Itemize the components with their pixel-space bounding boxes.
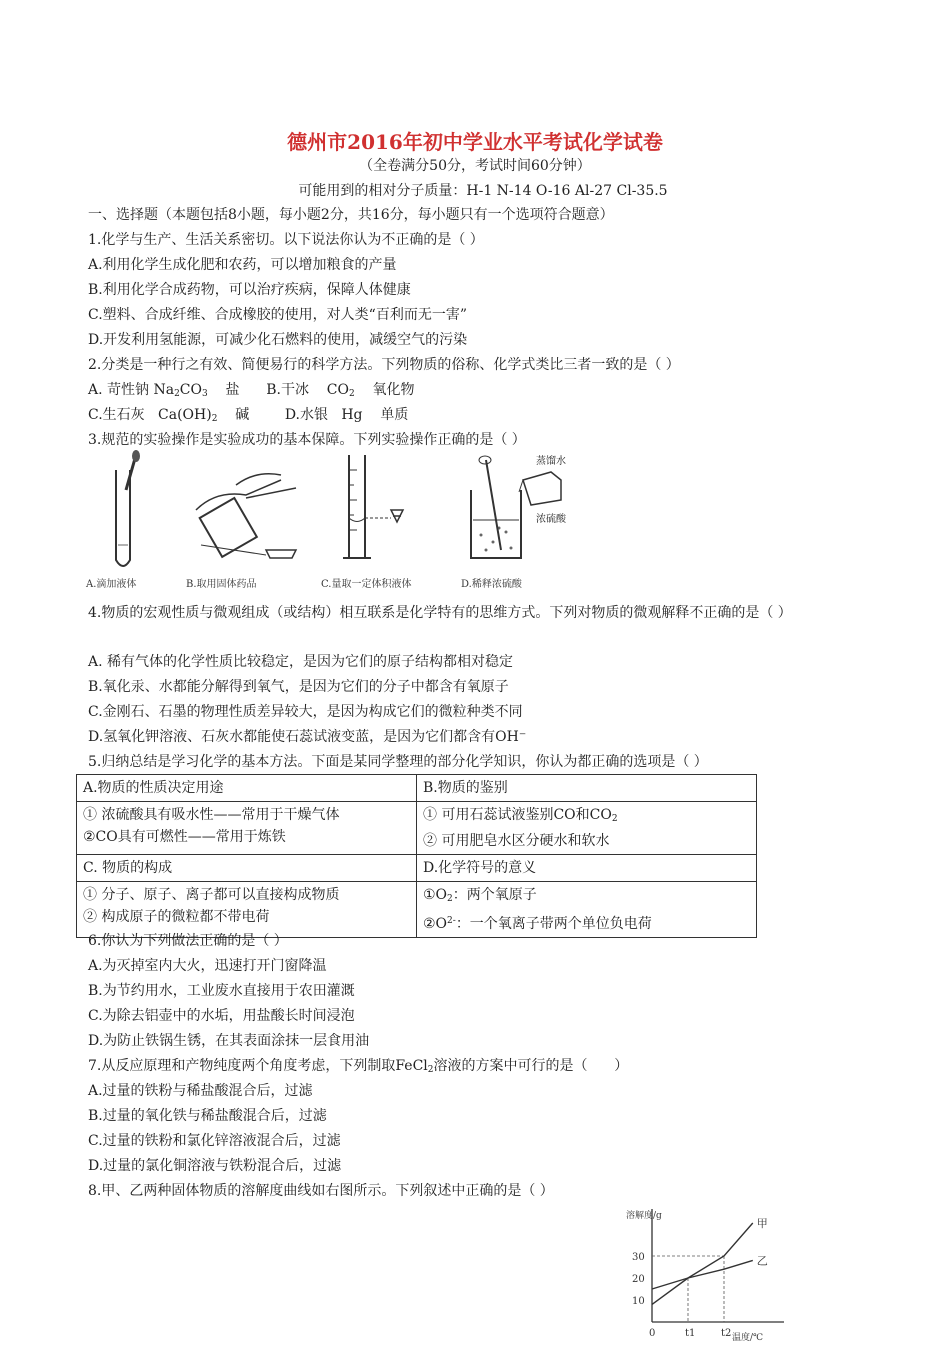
question-4-option-c: C.金刚石、石墨的物理性质差异较大，是因为构成它们的微粒种类不同 bbox=[88, 704, 523, 720]
page-title: 德州市2016年初中学业水平考试化学试卷 bbox=[287, 130, 663, 154]
series-label-1: 乙 bbox=[756, 1254, 768, 1268]
q5-cell-c-body: ① 分子、原子、离子都可以直接构成物质 ② 构成原子的微粒都不带电荷 bbox=[77, 882, 417, 938]
series-line-0 bbox=[652, 1223, 753, 1304]
question-1-option-b: B.利用化学合成药物，可以治疗疾病，保障人体健康 bbox=[88, 282, 411, 298]
graduated-cylinder-illustration bbox=[321, 450, 441, 575]
q5-cell-b-body: ① 可用石蕊试液鉴别CO和$CO_2$ ② 可用肥皂水区分硬水和软水 bbox=[417, 802, 757, 855]
figure-b-caption: B.取用固体药品 bbox=[186, 579, 257, 590]
question-6-option-b: B.为节约用水，工业废水直接用于农田灌溉 bbox=[88, 983, 355, 999]
q5-cell-a-head: A.物质的性质决定用途 bbox=[77, 775, 417, 802]
question-1-option-d: D.开发利用氢能源，可减少化石燃料的使用，减缓空气的污染 bbox=[88, 332, 468, 348]
y-tick-label: 30 bbox=[632, 1252, 645, 1263]
experiment-figures bbox=[86, 450, 576, 590]
q5-cell-d-head: D.化学符号的意义 bbox=[417, 855, 757, 882]
q5-cell-a-body: ① 浓硫酸具有吸水性——常用于干燥气体 ②CO具有可燃性——常用于炼铁 bbox=[77, 802, 417, 855]
question-6-option-c: C.为除去铝壶中的水垢，用盐酸长时间浸泡 bbox=[88, 1008, 355, 1024]
question-8-stem: 8.甲、乙两种固体物质的溶解度曲线如右图所示。下列叙述中正确的是（ ） bbox=[88, 1183, 554, 1199]
question-1-stem: 1.化学与生产、生活关系密切。以下说法你认为不正确的是（ ） bbox=[88, 232, 484, 248]
question-2-options-cd: C.生石灰 $Ca(OH)_2$ 碱 D.水银 Hg 单质 bbox=[88, 407, 409, 424]
question-7-option-c: C.过量的铁粉和氯化锌溶液混合后，过滤 bbox=[88, 1133, 341, 1149]
figure-a-caption: A.滴加液体 bbox=[86, 579, 137, 590]
question-1-option-c: C.塑料、合成纤维、合成橡胶的使用，对人类“百利而无一害” bbox=[88, 307, 467, 323]
question-2-stem: 2.分类是一种行之有效、简便易行的科学方法。下列物质的俗称、化学式类比三者一致的是（ ） bbox=[88, 357, 680, 373]
q5-cell-b-head: B.物质的鉴别 bbox=[417, 775, 757, 802]
figure-c bbox=[321, 450, 441, 590]
question-6-option-d: D.为防止铁锅生锈，在其表面涂抹一层食用油 bbox=[88, 1033, 370, 1049]
question-4-stem: 4.物质的宏观性质与微观组成（或结构）相互联系是化学特有的思维方式。下列对物质的微观解释不正确的是（ ） bbox=[88, 605, 792, 621]
y-tick-label: 10 bbox=[632, 1296, 645, 1307]
question-4-option-d: D.氢氧化钾溶液、石灰水都能使石蕊试液变蓝，是因为它们都含有OH⁻ bbox=[88, 729, 527, 745]
question-4-option-a: A. 稀有气体的化学性质比较稳定，是因为它们的原子结构都相对稳定 bbox=[88, 654, 514, 670]
question-3-stem: 3.规范的实验操作是实验成功的基本保障。下列实验操作正确的是（ ） bbox=[88, 432, 526, 448]
y-tick-label: 20 bbox=[632, 1274, 645, 1285]
figure-b bbox=[186, 450, 306, 590]
question-1-option-a: A.利用化学生成化肥和农药，可以增加粮食的产量 bbox=[88, 257, 397, 273]
dropper-tube-illustration bbox=[86, 450, 181, 575]
figure-c-caption: C.量取一定体积液体 bbox=[321, 579, 412, 590]
question-7-option-a: A.过量的铁粉与稀盐酸混合后，过滤 bbox=[88, 1083, 313, 1099]
question-7-option-d: D.过量的氯化铜溶液与铁粉混合后，过滤 bbox=[88, 1158, 342, 1174]
atomic-masses: 可能用到的相对分子质量：H-1 N-14 O-16 Al-27 Cl-35.5 bbox=[298, 183, 668, 199]
solubility-chart-svg bbox=[624, 1204, 794, 1344]
section-heading: 一、选择题（本题包括8小题，每小题2分，共16分，每小题只有一个选项符合题意） bbox=[88, 207, 614, 223]
x-axis-label: 温度/℃ bbox=[732, 1333, 764, 1343]
solid-reagent-illustration bbox=[186, 450, 306, 575]
y-axis-label: 溶解度/g bbox=[626, 1211, 662, 1221]
question-6-stem: 6.你认为下列做法正确的是（ ） bbox=[88, 933, 288, 949]
figure-d bbox=[461, 450, 576, 590]
conc-acid-label: 浓硫酸 bbox=[536, 514, 566, 525]
question-7-stem: 7.从反应原理和产物纯度两个角度考虑，下列制取FeCl$_2$溶液的方案中可行的是（ ） bbox=[88, 1058, 629, 1075]
question-4-option-b: B.氧化汞、水都能分解得到氧气，是因为它们的分子中都含有氧原子 bbox=[88, 679, 509, 695]
figure-a bbox=[86, 450, 181, 590]
question-6-option-a: A.为灭掉室内大火，迅速打开门窗降温 bbox=[88, 958, 327, 974]
question-5-stem: 5.归纳总结是学习化学的基本方法。下面是某同学整理的部分化学知识，你认为都正确的选项是（ ） bbox=[88, 754, 708, 770]
x-tick-label: 0 bbox=[649, 1328, 656, 1339]
q5-cell-c-head: C. 物质的构成 bbox=[77, 855, 417, 882]
series-label-0: 甲 bbox=[756, 1217, 768, 1230]
question-5-table bbox=[76, 774, 757, 938]
series-line-1 bbox=[652, 1260, 753, 1289]
x-tick-label: t1 bbox=[685, 1328, 696, 1339]
solubility-chart bbox=[624, 1204, 794, 1344]
figure-d-caption: D.稀释浓硫酸 bbox=[461, 579, 522, 590]
q5-cell-d-body: $①O_2$：两个氧原子 $②O^{2-}$：一个氧离子带两个单位负电荷 bbox=[417, 882, 757, 938]
distilled-water-label: 蒸馏水 bbox=[536, 456, 566, 467]
question-2-options-ab: A. 苛性钠 $Na_2CO_3$ 盐 B.干冰 $CO_2$ 氧化物 bbox=[88, 382, 415, 399]
x-tick-label: t2 bbox=[721, 1328, 732, 1339]
exam-info: （全卷满分50分，考试时间60分钟） bbox=[359, 158, 591, 174]
question-7-option-b: B.过量的氧化铁与稀盐酸混合后，过滤 bbox=[88, 1108, 327, 1124]
